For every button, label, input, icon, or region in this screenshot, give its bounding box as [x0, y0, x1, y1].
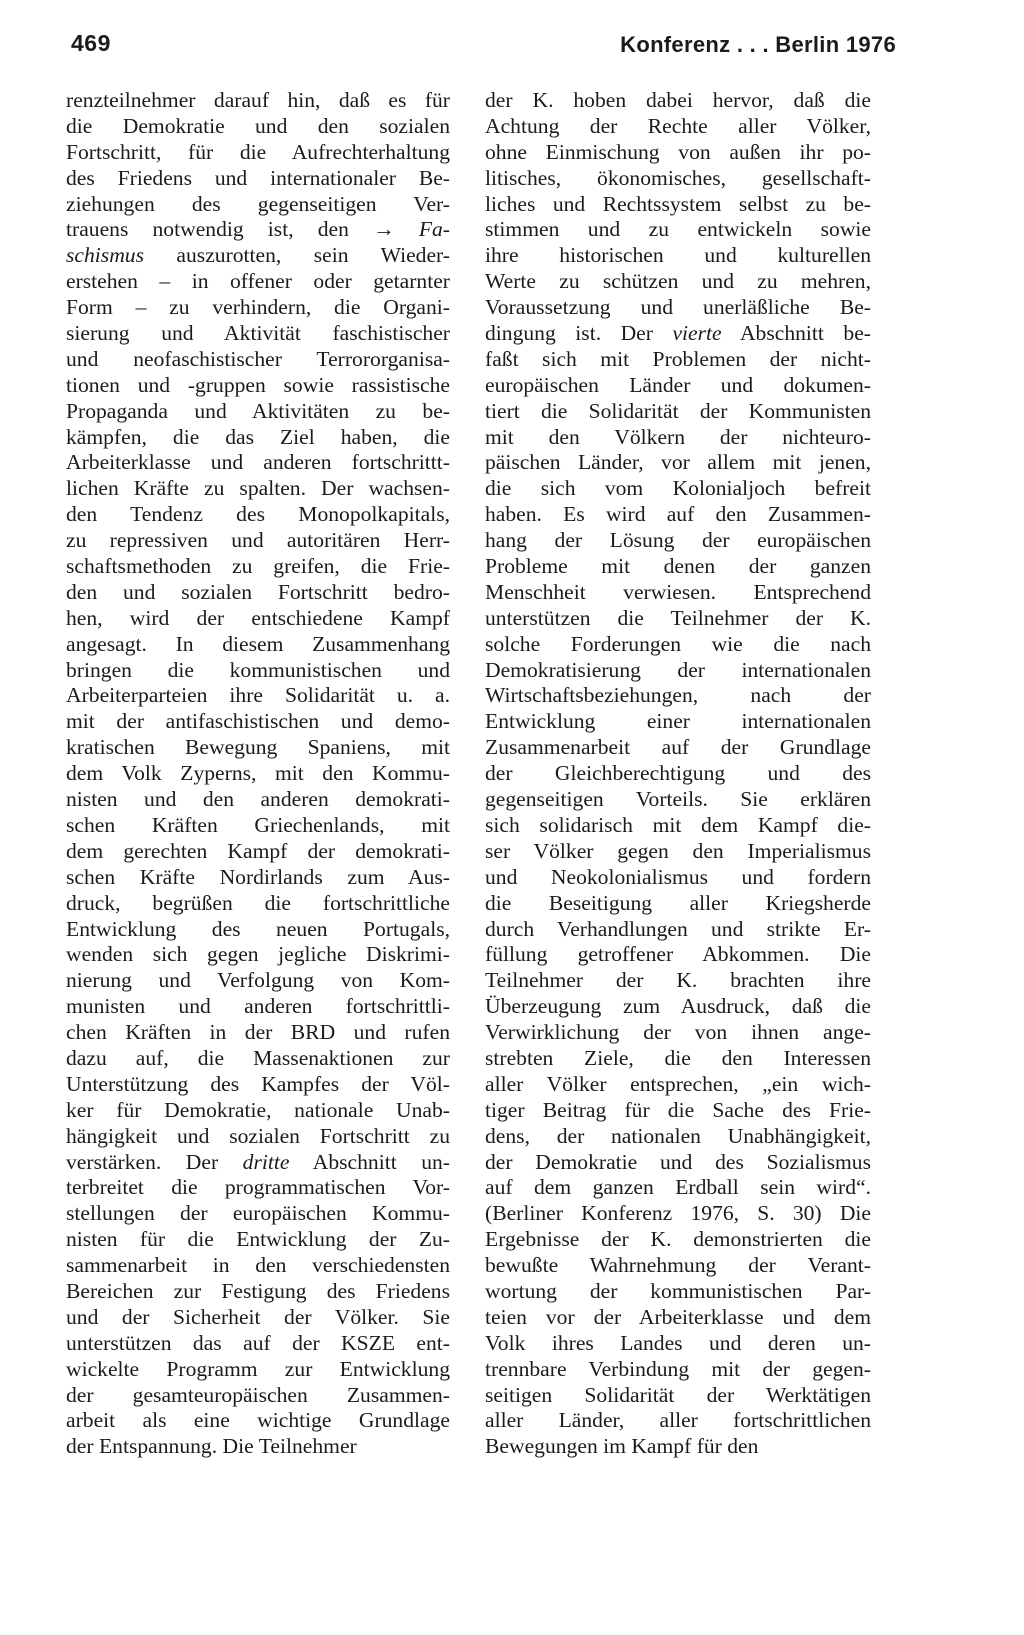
text-line: [66, 787, 450, 813]
text-line: [66, 114, 450, 140]
text-line: [485, 1098, 871, 1124]
text-line: [66, 321, 450, 347]
text-line: [66, 269, 450, 295]
text-line: [66, 399, 450, 425]
text-run: die Demokratie und den sozialen: [66, 113, 450, 138]
text-run: gegenseitigen Vorteils. Sie erklären: [485, 787, 871, 812]
text-run: füllung getroffener Abkommen. Die: [485, 942, 871, 967]
italic-term: vierte: [672, 321, 722, 346]
text-run: Überzeugung zum Ausdruck, daß die: [485, 994, 871, 1019]
text-line: [485, 735, 871, 761]
text-run: auf dem ganzen Erdball sein wird“.: [485, 1175, 871, 1200]
text-line: [66, 891, 450, 917]
text-run: mit den Völkern der nichteuro-: [485, 424, 871, 449]
text-line: [485, 658, 871, 684]
text-run: arbeit als eine wichtige Grundlage: [66, 1408, 450, 1433]
text-run: sich solidarisch mit dem Kampf die-: [485, 812, 871, 837]
text-line: [66, 1305, 450, 1331]
text-line: [485, 1124, 871, 1150]
text-run: der Demokratie und des Sozialismus: [485, 1149, 871, 1174]
text-run: dazu auf, die Massenaktionen zur: [66, 1045, 450, 1070]
text-line: [66, 243, 450, 269]
text-run: lichen Kräfte zu spalten. Der wachsen-: [66, 476, 450, 501]
text-run: teien vor der Arbeiterklasse und dem: [485, 1304, 871, 1329]
text-line: [485, 787, 871, 813]
text-run: Abschnitt be-: [721, 321, 871, 346]
text-run: Form – zu verhindern, die Organi-: [66, 295, 450, 320]
text-run: seitigen Solidarität der Werktätigen: [485, 1382, 871, 1407]
text-line: [485, 580, 871, 606]
text-line: [66, 994, 450, 1020]
text-line: [66, 450, 450, 476]
text-run: tiert die Solidarität der Kommunisten: [485, 398, 871, 423]
text-line: [485, 295, 871, 321]
text-line: [485, 942, 871, 968]
text-run: wortung der kommunistischen Par-: [485, 1278, 871, 1303]
text-run: unterstützen das auf der KSZE ent-: [66, 1330, 450, 1355]
text-run: Propaganda und Aktivitäten zu be-: [66, 398, 450, 423]
text-run: dens, der nationalen Unabhängigkeit,: [485, 1123, 871, 1148]
text-run: ihre historischen und kulturellen: [485, 243, 871, 268]
text-line: [66, 140, 450, 166]
text-line: [485, 528, 871, 554]
text-run: bewußte Wahrnehmung der Verant-: [485, 1253, 871, 1278]
text-line: [485, 683, 871, 709]
text-run: hängigkeit und sozialen Fortschritt zu: [66, 1123, 450, 1148]
text-line: [485, 917, 871, 943]
text-run: ohne Einmischung von außen ihr po-: [485, 139, 871, 164]
text-run: kratischen Bewegung Spaniens, mit: [66, 735, 450, 760]
text-line: [66, 528, 450, 554]
text-run: Teilnehmer der K. brachten ihre: [485, 968, 871, 993]
text-line: [485, 321, 871, 347]
text-run: haben. Es wird auf den Zusammen-: [485, 502, 871, 527]
text-line: [485, 761, 871, 787]
text-run: dem Volk Zyperns, mit den Kommu-: [66, 761, 450, 786]
text-line: [66, 709, 450, 735]
text-line: [485, 632, 871, 658]
text-run: und Neokolonialismus und fordern: [485, 864, 871, 889]
running-head: Konferenz . . . Berlin 1976: [620, 32, 896, 57]
text-run: nisten und den anderen demokrati-: [66, 787, 450, 812]
italic-term: dritte: [242, 1149, 290, 1174]
text-line: [66, 1357, 450, 1383]
text-run: faßt sich mit Problemen der nicht-: [485, 346, 871, 371]
text-run: Werte zu schützen und zu mehren,: [485, 269, 871, 294]
text-run: angesagt. In diesem Zusammenhang: [66, 631, 450, 656]
text-line: [66, 1331, 450, 1357]
text-run: Bereichen zur Festigung des Friedens: [66, 1278, 450, 1303]
text-line: [66, 580, 450, 606]
text-run: sierung und Aktivität faschistischer: [66, 321, 450, 346]
text-line: [66, 88, 450, 114]
text-line: [66, 761, 450, 787]
text-run: der Gleichberechtigung und des: [485, 761, 871, 786]
text-line: [485, 269, 871, 295]
text-run: dingung ist. Der: [485, 321, 673, 346]
text-line: [485, 1020, 871, 1046]
text-line: [66, 476, 450, 502]
text-line: [485, 88, 871, 114]
text-line: [485, 502, 871, 528]
text-line: [485, 450, 871, 476]
text-run: wickelte Programm zur Entwicklung: [66, 1356, 450, 1381]
text-line: [66, 813, 450, 839]
text-line: [485, 217, 871, 243]
left-column: [66, 88, 450, 1460]
text-run: tiger Beitrag für die Sache des Frie-: [485, 1097, 871, 1122]
text-line: [66, 1020, 450, 1046]
text-line: [485, 1305, 871, 1331]
text-line: [66, 425, 450, 451]
text-run: Arbeiterklasse und anderen fortschrittt-: [66, 450, 450, 475]
text-run: durch Verhandlungen und strikte Er-: [485, 916, 871, 941]
text-line: [485, 606, 871, 632]
text-run: schen Kräften Griechenlands, mit: [66, 812, 450, 837]
italic-term: → Fa-: [373, 217, 450, 242]
text-line: [485, 1253, 871, 1279]
text-run: trennbare Verbindung mit der gegen-: [485, 1356, 871, 1381]
text-line: [66, 1175, 450, 1201]
text-run: Verwirklichung der von ihnen ange-: [485, 1020, 871, 1045]
text-line: [66, 373, 450, 399]
text-run: solche Forderungen wie die nach: [485, 631, 871, 656]
italic-term: schismus: [66, 243, 144, 268]
text-run: tionen und -gruppen sowie rassistische: [66, 372, 450, 397]
text-line: [66, 735, 450, 761]
text-line: [485, 1383, 871, 1409]
text-line: [66, 1098, 450, 1124]
text-run: den und sozialen Fortschritt bedro-: [66, 579, 450, 604]
text-line: [485, 373, 871, 399]
text-line: [485, 554, 871, 580]
text-line: [66, 968, 450, 994]
text-line: [66, 839, 450, 865]
text-run: der K. hoben dabei hervor, daß die: [485, 88, 871, 112]
text-run: strebten Ziele, die den Interessen: [485, 1045, 871, 1070]
text-run: terbreitet die programmatischen Vor-: [66, 1175, 450, 1200]
text-run: erstehen – in offener oder getarnter: [66, 269, 450, 294]
text-line: [485, 114, 871, 140]
text-run: dem gerechten Kampf der demokrati-: [66, 838, 450, 863]
text-run: der Entspannung. Die Teilnehmer: [66, 1434, 357, 1459]
text-line: [66, 1124, 450, 1150]
text-run: Bewegungen im Kampf für den: [485, 1434, 759, 1459]
text-run: europäischen Länder und dokumen-: [485, 372, 871, 397]
text-line: [485, 347, 871, 373]
text-run: aller Völker entsprechen, „ein wich-: [485, 1071, 871, 1096]
text-line: [485, 243, 871, 269]
text-line: [66, 658, 450, 684]
text-run: Zusammenarbeit auf der Grundlage: [485, 735, 871, 760]
text-run: schen Kräfte Nordirlands zum Aus-: [66, 864, 450, 889]
text-line: [485, 1201, 871, 1227]
text-run: Wirtschaftsbeziehungen, nach der: [485, 683, 871, 708]
text-run: die sich vom Kolonialjoch befreit: [485, 476, 871, 501]
text-run: den Tendenz des Monopolkapitals,: [66, 502, 450, 527]
text-line: [66, 606, 450, 632]
text-line: [66, 347, 450, 373]
text-run: die Beseitigung aller Kriegsherde: [485, 890, 871, 915]
text-run: Demokratisierung der internationalen: [485, 657, 871, 682]
text-line: [485, 1227, 871, 1253]
text-line: [485, 1408, 871, 1434]
text-run: stimmen und zu entwickeln sowie: [485, 217, 871, 242]
text-run: (Berliner Konferenz 1976, S. 30) Die: [485, 1201, 871, 1226]
text-line: [485, 1331, 871, 1357]
text-line: [485, 891, 871, 917]
text-line: [66, 295, 450, 321]
text-run: renzteilnehmer darauf hin, daß es für: [66, 88, 450, 112]
text-run: ker für Demokratie, nationale Unab-: [66, 1097, 450, 1122]
text-line: [66, 554, 450, 580]
text-run: wenden sich gegen jegliche Diskrimi-: [66, 942, 450, 967]
text-run: nisten für die Entwicklung der Zu-: [66, 1227, 450, 1252]
text-run: auszurotten, sein Wieder-: [143, 243, 450, 268]
text-line: [66, 1408, 450, 1434]
text-line: [485, 1150, 871, 1176]
text-run: ser Völker gegen den Imperialismus: [485, 838, 871, 863]
text-line: [66, 917, 450, 943]
text-line: [485, 140, 871, 166]
text-run: und neofaschistischer Terrororganisa-: [66, 346, 450, 371]
text-run: Probleme mit denen der ganzen: [485, 554, 871, 579]
text-run: päischen Länder, vor allem mit jenen,: [485, 450, 871, 475]
text-line: [66, 942, 450, 968]
text-run: Entwicklung einer internationalen: [485, 709, 871, 734]
text-run: nierung und Verfolgung von Kom-: [66, 968, 450, 993]
text-line: [66, 683, 450, 709]
text-line: [485, 192, 871, 218]
text-line: [66, 217, 450, 243]
text-run: druck, begrüßen die fortschrittliche: [66, 890, 450, 915]
text-line: [66, 1253, 450, 1279]
text-line: [66, 502, 450, 528]
text-line: [485, 399, 871, 425]
text-line: [66, 632, 450, 658]
text-line: [66, 166, 450, 192]
text-line: [485, 968, 871, 994]
text-run: hang der Lösung der europäischen: [485, 528, 871, 553]
text-run: liches und Rechtssystem selbst zu be-: [485, 191, 871, 216]
text-line: [66, 1383, 450, 1409]
text-run: chen Kräften in der BRD und rufen: [66, 1020, 450, 1045]
text-line: [485, 425, 871, 451]
text-run: sammenarbeit in den verschiedensten: [66, 1253, 450, 1278]
text-line: [66, 1072, 450, 1098]
text-line: [485, 1175, 871, 1201]
text-run: verstärken. Der: [66, 1149, 243, 1174]
page-number: 469: [71, 30, 111, 56]
text-run: Volk ihres Landes und deren un-: [485, 1330, 871, 1355]
text-run: Menschheit verwiesen. Entsprechend: [485, 579, 871, 604]
text-line: [485, 1072, 871, 1098]
text-line: [66, 1150, 450, 1176]
text-line: [485, 166, 871, 192]
text-run: hen, wird der entschiedene Kampf: [66, 605, 450, 630]
text-line: [485, 839, 871, 865]
text-line: [485, 476, 871, 502]
text-line: [66, 192, 450, 218]
text-run: der gesamteuropäischen Zusammen-: [66, 1382, 450, 1407]
text-run: unterstützen die Teilnehmer der K.: [485, 605, 871, 630]
text-run: ziehungen des gegenseitigen Ver-: [66, 191, 450, 216]
text-run: schaftsmethoden zu greifen, die Frie-: [66, 554, 450, 579]
text-run: aller Länder, aller fortschrittlichen: [485, 1408, 871, 1433]
text-run: Fortschritt, für die Aufrechterhaltung: [66, 139, 450, 164]
text-line: [485, 865, 871, 891]
right-column: [485, 88, 871, 1460]
text-line: [66, 865, 450, 891]
text-line: [66, 1434, 450, 1460]
text-run: des Friedens und internationaler Be-: [66, 165, 450, 190]
text-run: zu repressiven und autoritären Herr-: [66, 528, 450, 553]
text-run: bringen die kommunistischen und: [66, 657, 450, 682]
text-line: [485, 1434, 871, 1460]
text-run: Unterstützung des Kampfes der Völ-: [66, 1071, 450, 1096]
text-run: und der Sicherheit der Völker. Sie: [66, 1304, 450, 1329]
text-line: [66, 1046, 450, 1072]
text-run: Ergebnisse der K. demonstrierten die: [485, 1227, 871, 1252]
text-run: mit der antifaschistischen und demo-: [66, 709, 450, 734]
text-line: [66, 1227, 450, 1253]
text-run: Arbeiterparteien ihre Solidarität u. a.: [66, 683, 450, 708]
text-run: trauens notwendig ist, den: [66, 217, 374, 242]
text-line: [485, 1046, 871, 1072]
text-line: [485, 1279, 871, 1305]
text-run: kämpfen, die das Ziel haben, die: [66, 424, 450, 449]
text-run: stellungen der europäischen Kommu-: [66, 1201, 450, 1226]
text-run: Abschnitt un-: [289, 1149, 450, 1174]
text-run: Entwicklung des neuen Portugals,: [66, 916, 450, 941]
text-run: litisches, ökonomisches, gesellschaft-: [485, 165, 871, 190]
text-run: munisten und anderen fortschrittli-: [66, 994, 450, 1019]
text-run: Voraussetzung und unerläßliche Be-: [485, 295, 871, 320]
text-run: Achtung der Rechte aller Völker,: [485, 113, 871, 138]
text-line: [66, 1201, 450, 1227]
text-line: [66, 1279, 450, 1305]
text-line: [485, 813, 871, 839]
text-line: [485, 1357, 871, 1383]
text-line: [485, 709, 871, 735]
text-line: [485, 994, 871, 1020]
